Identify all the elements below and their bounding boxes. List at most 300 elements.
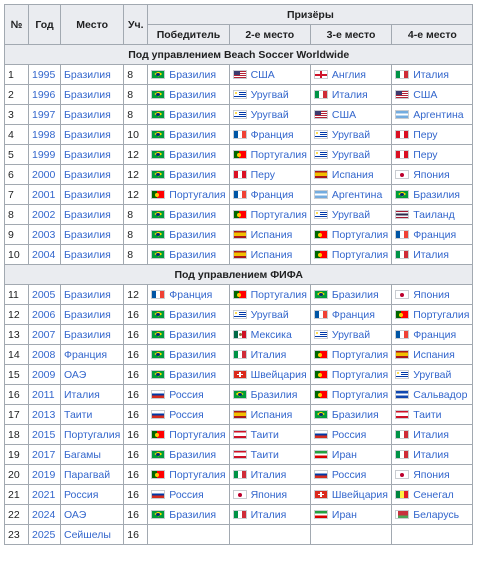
third-cell (310, 485, 391, 505)
table-row (5, 465, 473, 485)
second-cell (229, 345, 310, 365)
row-number: 13 (5, 325, 29, 345)
year-link[interactable]: 1996 (32, 88, 56, 101)
teams-count: 16 (124, 485, 148, 505)
winner-cell (148, 185, 229, 205)
flag-ita-icon (233, 510, 247, 519)
year-link[interactable]: 2003 (32, 228, 56, 241)
teams-count: 16 (124, 525, 148, 545)
venue-cell (61, 225, 124, 245)
venue-cell (61, 525, 124, 545)
teams-count: 16 (124, 365, 148, 385)
second-team-link[interactable]: Уругвай (250, 88, 289, 101)
second-cell (229, 465, 310, 485)
fourth-cell (392, 145, 473, 165)
third-cell (310, 145, 391, 165)
fourth-team-link[interactable]: Сальвадор (413, 388, 468, 401)
row-number: 16 (5, 385, 29, 405)
second-cell (229, 245, 310, 265)
venue-cell (61, 365, 124, 385)
third-team-link[interactable]: Англия (331, 68, 366, 81)
year-link[interactable]: 2025 (32, 528, 56, 541)
fourth-cell (392, 285, 473, 305)
fourth-team-link[interactable]: Сенегал (413, 488, 454, 501)
second-team-link[interactable]: Уругвай (250, 308, 289, 321)
second-cell (229, 85, 310, 105)
table-row (5, 145, 473, 165)
teams-count: 16 (124, 305, 148, 325)
year-link[interactable]: 2005 (32, 288, 56, 301)
venue-cell (61, 245, 124, 265)
fourth-team-link[interactable]: Япония (413, 288, 450, 301)
second-team-link[interactable]: Франция (250, 128, 294, 141)
venue-link[interactable]: Бразилия (64, 328, 111, 341)
second-team-link[interactable]: Италия (250, 508, 287, 521)
table-row (5, 345, 473, 365)
col-header-prizes: Призёры (148, 5, 473, 25)
year-link[interactable]: 2024 (32, 508, 56, 521)
year-link[interactable]: 2015 (32, 428, 56, 441)
fourth-team-link[interactable]: Уругвай (413, 368, 452, 381)
venue-cell (61, 425, 124, 445)
winner-team-link[interactable]: Бразилия (169, 328, 217, 341)
venue-cell (61, 145, 124, 165)
row-number: 10 (5, 245, 29, 265)
second-cell (229, 185, 310, 205)
winner-cell (148, 505, 229, 525)
teams-count: 16 (124, 385, 148, 405)
winner-team-link[interactable]: Франция (169, 288, 213, 301)
table-row (5, 225, 473, 245)
flag-ita-icon (233, 350, 247, 359)
second-cell (229, 385, 310, 405)
second-cell (229, 105, 310, 125)
winner-team-link[interactable]: Бразилия (169, 448, 217, 461)
table-row (5, 125, 473, 145)
year-link[interactable]: 2009 (32, 368, 56, 381)
winner-cell (148, 125, 229, 145)
third-cell (310, 405, 391, 425)
winner-team-link[interactable]: Португалия (169, 428, 226, 441)
year-link[interactable]: 1998 (32, 128, 56, 141)
flag-arg-icon (314, 190, 328, 199)
fourth-team-link[interactable]: Беларусь (413, 508, 460, 521)
third-cell (310, 465, 391, 485)
second-cell (229, 425, 310, 445)
fourth-team-link[interactable]: Аргентина (413, 108, 464, 121)
flag-bra-icon (314, 290, 328, 299)
second-team-link[interactable]: Испания (250, 408, 293, 421)
year-cell (29, 85, 61, 105)
fourth-cell (392, 105, 473, 125)
teams-count: 10 (124, 125, 148, 145)
winner-cell (148, 485, 229, 505)
fourth-team-link[interactable]: Италия (413, 448, 449, 461)
venue-cell (61, 305, 124, 325)
third-cell (310, 505, 391, 525)
third-team-link[interactable]: Испания (331, 168, 374, 181)
flag-por-icon (233, 150, 247, 159)
second-cell (229, 445, 310, 465)
col-header-fourth: 4-е место (392, 25, 473, 45)
venue-link[interactable]: Бразилия (64, 88, 111, 101)
venue-cell (61, 325, 124, 345)
third-cell (310, 325, 391, 345)
venue-link[interactable]: ОАЭ (64, 508, 87, 521)
row-number: 18 (5, 425, 29, 445)
table-row (5, 105, 473, 125)
second-team-link[interactable]: Италия (250, 468, 287, 481)
fourth-team-link[interactable]: Франция (413, 228, 457, 241)
flag-ita-icon (395, 250, 409, 259)
fourth-cell (392, 205, 473, 225)
venue-link[interactable]: Парагвай (64, 468, 111, 481)
third-team-link[interactable]: Россия (331, 468, 367, 481)
venue-cell (61, 105, 124, 125)
teams-count: 16 (124, 445, 148, 465)
third-team-link[interactable]: Уругвай (331, 208, 371, 221)
third-team-link[interactable]: Иран (331, 448, 357, 461)
year-link[interactable]: 2000 (32, 168, 56, 181)
year-link[interactable]: 2001 (32, 188, 56, 201)
third-cell (310, 185, 391, 205)
third-cell (310, 285, 391, 305)
flag-bra-icon (151, 150, 165, 159)
venue-link[interactable]: Бразилия (64, 308, 111, 321)
venue-link[interactable]: Бразилия (64, 288, 111, 301)
row-number: 15 (5, 365, 29, 385)
row-number: 8 (5, 205, 29, 225)
flag-por-icon (151, 430, 165, 439)
fourth-team-link[interactable]: Перу (413, 128, 438, 141)
second-team-link[interactable]: Таити (250, 428, 279, 441)
fourth-team-link[interactable]: Япония (413, 468, 450, 481)
second-team-link[interactable]: Португалия (250, 288, 307, 301)
third-team-link[interactable]: Португалия (331, 368, 389, 381)
venue-link[interactable]: Бразилия (64, 148, 111, 161)
venue-link[interactable]: Бразилия (64, 208, 111, 221)
fourth-cell (392, 305, 473, 325)
winner-team-link[interactable]: Бразилия (169, 128, 217, 141)
winner-cell (148, 165, 229, 185)
flag-uru-icon (314, 210, 328, 219)
flag-por-icon (151, 470, 165, 479)
fourth-cell (392, 185, 473, 205)
year-link[interactable]: 2019 (32, 468, 56, 481)
flag-uru-icon (233, 110, 247, 119)
third-cell (310, 245, 391, 265)
third-cell (310, 385, 391, 405)
venue-cell (61, 445, 124, 465)
winner-team-link[interactable]: Бразилия (169, 248, 217, 261)
flag-fra-icon (233, 190, 247, 199)
third-team-link[interactable]: Бразилия (331, 288, 379, 301)
third-cell (310, 125, 391, 145)
winner-cell (148, 345, 229, 365)
third-team-link[interactable]: Португалия (331, 248, 389, 261)
flag-ita-icon (314, 90, 328, 99)
table-row (5, 425, 473, 445)
section-row (5, 45, 473, 65)
teams-count: 8 (124, 225, 148, 245)
flag-blr-icon (395, 510, 409, 519)
teams-count: 12 (124, 165, 148, 185)
flag-ita-icon (395, 450, 409, 459)
row-number: 1 (5, 65, 29, 85)
venue-link[interactable]: Бразилия (64, 188, 111, 201)
flag-arg-icon (395, 110, 409, 119)
third-team-link[interactable]: Португалия (331, 348, 389, 361)
fourth-cell (392, 405, 473, 425)
fourth-team-link[interactable]: Япония (413, 168, 450, 181)
second-team-link[interactable]: Бразилия (250, 388, 298, 401)
winner-cell (148, 285, 229, 305)
year-link[interactable]: 2017 (32, 448, 56, 461)
flag-por-icon (314, 370, 328, 379)
year-link[interactable]: 2008 (32, 348, 56, 361)
winner-team-link[interactable]: Россия (169, 488, 204, 501)
year-link[interactable]: 1999 (32, 148, 56, 161)
flag-por-icon (395, 310, 409, 319)
fourth-cell (392, 245, 473, 265)
second-team-link[interactable]: Перу (250, 168, 275, 181)
venue-link[interactable]: Бразилия (64, 128, 111, 141)
winner-team-link[interactable]: Португалия (169, 188, 226, 201)
second-cell (229, 205, 310, 225)
third-team-link[interactable]: Швейцария (331, 488, 388, 501)
fourth-team-link[interactable]: Португалия (413, 308, 470, 321)
flag-bra-icon (151, 170, 165, 179)
fourth-team-link[interactable]: Италия (413, 248, 449, 261)
fourth-team-link[interactable]: Бразилия (413, 188, 460, 201)
second-team-link[interactable]: Португалия (250, 208, 307, 221)
winner-cell (148, 65, 229, 85)
row-number: 11 (5, 285, 29, 305)
table-row (5, 385, 473, 405)
flag-por-icon (314, 250, 328, 259)
second-cell (229, 225, 310, 245)
row-number: 19 (5, 445, 29, 465)
year-link[interactable]: 2021 (32, 488, 56, 501)
third-team-link[interactable]: Россия (331, 428, 367, 441)
second-team-link[interactable]: Испания (250, 248, 293, 261)
year-link[interactable]: 2004 (32, 248, 56, 261)
third-cell (310, 365, 391, 385)
winner-team-link[interactable]: Бразилия (169, 168, 217, 181)
second-team-link[interactable]: Уругвай (250, 108, 289, 121)
fourth-team-link[interactable]: Италия (413, 428, 449, 441)
table-row (5, 205, 473, 225)
row-number: 22 (5, 505, 29, 525)
year-link[interactable]: 1995 (32, 68, 56, 81)
venue-link[interactable]: Италия (64, 388, 100, 401)
flag-uru-icon (395, 370, 409, 379)
venue-link[interactable]: Сейшелы (64, 528, 111, 541)
second-team-link[interactable]: Португалия (250, 148, 307, 161)
year-cell (29, 145, 61, 165)
winner-cell (148, 425, 229, 445)
winner-cell (148, 205, 229, 225)
third-team-link[interactable]: Италия (331, 88, 368, 101)
fourth-cell (392, 525, 473, 545)
second-team-link[interactable]: Италия (250, 348, 287, 361)
section-row (5, 265, 473, 285)
second-cell (229, 145, 310, 165)
row-number: 23 (5, 525, 29, 545)
second-team-link[interactable]: Швейцария (250, 368, 307, 381)
third-team-link[interactable]: Португалия (331, 388, 389, 401)
venue-link[interactable]: Бразилия (64, 228, 111, 241)
third-team-link[interactable]: Уругвай (331, 148, 371, 161)
third-team-link[interactable]: Уругвай (331, 328, 371, 341)
row-number: 4 (5, 125, 29, 145)
year-link[interactable]: 2006 (32, 308, 56, 321)
flag-esp-icon (233, 250, 247, 259)
flag-fra-icon (395, 230, 409, 239)
teams-count: 12 (124, 185, 148, 205)
winner-team-link[interactable]: Бразилия (169, 148, 217, 161)
fourth-team-link[interactable]: Испания (413, 348, 455, 361)
winner-team-link[interactable]: Бразилия (169, 368, 217, 381)
teams-count: 16 (124, 345, 148, 365)
row-number: 3 (5, 105, 29, 125)
winner-cell (148, 225, 229, 245)
table-row (5, 485, 473, 505)
third-team-link[interactable]: США (331, 108, 357, 121)
winner-team-link[interactable]: Россия (169, 388, 204, 401)
venue-link[interactable]: Португалия (64, 428, 121, 441)
year-cell (29, 385, 61, 405)
winner-team-link[interactable]: Бразилия (169, 348, 217, 361)
second-team-link[interactable]: Таити (250, 448, 279, 461)
second-cell (229, 65, 310, 85)
winner-team-link[interactable]: Бразилия (169, 88, 217, 101)
flag-irn-icon (314, 450, 328, 459)
second-team-link[interactable]: Франция (250, 188, 294, 201)
venue-link[interactable]: ОАЭ (64, 368, 87, 381)
table-row (5, 185, 473, 205)
year-link[interactable]: 2013 (32, 408, 56, 421)
venue-cell (61, 205, 124, 225)
flag-rus-icon (314, 430, 328, 439)
flag-bra-icon (151, 310, 165, 319)
teams-count: 12 (124, 145, 148, 165)
second-team-link[interactable]: Испания (250, 228, 293, 241)
winner-team-link[interactable]: Бразилия (169, 228, 217, 241)
winner-team-link[interactable]: Бразилия (169, 68, 217, 81)
flag-bra-icon (151, 130, 165, 139)
winner-team-link[interactable]: Португалия (169, 468, 226, 481)
flag-bra-icon (151, 230, 165, 239)
flag-uru-icon (314, 130, 328, 139)
flag-bra-icon (151, 510, 165, 519)
second-team-link[interactable]: Мексика (250, 328, 292, 341)
fourth-cell (392, 385, 473, 405)
col-header-venue: Место (61, 5, 124, 45)
row-number: 12 (5, 305, 29, 325)
fourth-cell (392, 345, 473, 365)
winner-cell (148, 305, 229, 325)
fourth-cell (392, 125, 473, 145)
row-number: 6 (5, 165, 29, 185)
venue-cell (61, 505, 124, 525)
third-cell (310, 525, 391, 545)
third-team-link[interactable]: Аргентина (331, 188, 383, 201)
flag-fra-icon (395, 330, 409, 339)
flag-fra-icon (151, 290, 165, 299)
fourth-cell (392, 65, 473, 85)
venue-cell (61, 345, 124, 365)
flag-ita-icon (395, 70, 409, 79)
third-team-link[interactable]: Португалия (331, 228, 389, 241)
year-link[interactable]: 1997 (32, 108, 56, 121)
year-link[interactable]: 2002 (32, 208, 56, 221)
fourth-cell (392, 505, 473, 525)
year-cell (29, 445, 61, 465)
fourth-team-link[interactable]: Франция (413, 328, 457, 341)
flag-jpn-icon (395, 470, 409, 479)
winner-cell (148, 405, 229, 425)
flag-ita-icon (233, 470, 247, 479)
year-link[interactable]: 2011 (32, 388, 55, 401)
third-team-link[interactable]: Иран (331, 508, 357, 521)
fourth-team-link[interactable]: Перу (413, 148, 438, 161)
second-team-link[interactable]: Япония (250, 488, 288, 501)
venue-link[interactable]: Бразилия (64, 248, 111, 261)
flag-rus-icon (151, 390, 165, 399)
third-team-link[interactable]: Франция (331, 308, 375, 321)
winner-team-link[interactable]: Бразилия (169, 508, 217, 521)
flag-esp-icon (233, 230, 247, 239)
venue-link[interactable]: Россия (64, 488, 99, 501)
winner-team-link[interactable]: Бразилия (169, 108, 217, 121)
second-cell (229, 325, 310, 345)
teams-count: 8 (124, 245, 148, 265)
year-link[interactable]: 2007 (32, 328, 56, 341)
third-cell (310, 105, 391, 125)
teams-count: 8 (124, 85, 148, 105)
section-title: Под управлением ФИФА (5, 265, 473, 285)
col-header-num: № (5, 5, 29, 45)
teams-count: 16 (124, 505, 148, 525)
fourth-team-link[interactable]: Таити (413, 408, 442, 421)
results-table (4, 4, 473, 545)
fourth-team-link[interactable]: США (413, 88, 438, 101)
third-team-link[interactable]: Уругвай (331, 128, 371, 141)
flag-uru-icon (233, 90, 247, 99)
venue-link[interactable]: Багамы (64, 448, 101, 461)
winner-team-link[interactable]: Россия (169, 408, 204, 421)
second-cell (229, 405, 310, 425)
flag-bra-icon (151, 90, 165, 99)
second-team-link[interactable]: США (250, 68, 275, 81)
row-number: 2 (5, 85, 29, 105)
fourth-team-link[interactable]: Таиланд (413, 208, 455, 221)
winner-team-link[interactable]: Бразилия (169, 208, 217, 221)
venue-link[interactable]: Бразилия (64, 168, 111, 181)
third-team-link[interactable]: Бразилия (331, 408, 379, 421)
year-cell (29, 305, 61, 325)
venue-link[interactable]: Таити (64, 408, 93, 421)
fourth-team-link[interactable]: Италия (413, 68, 449, 81)
winner-team-link[interactable]: Бразилия (169, 308, 217, 321)
third-cell (310, 205, 391, 225)
venue-link[interactable]: Бразилия (64, 108, 111, 121)
venue-link[interactable]: Франция (64, 348, 108, 361)
flag-irn-icon (314, 510, 328, 519)
venue-link[interactable]: Бразилия (64, 68, 111, 81)
table-row (5, 65, 473, 85)
